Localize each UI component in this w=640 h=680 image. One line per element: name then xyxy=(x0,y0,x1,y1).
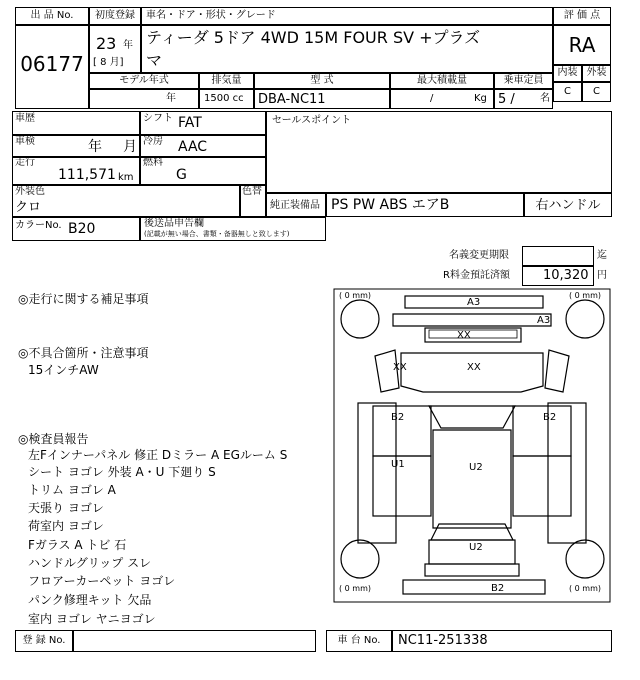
equipment-label: 純正装備品 xyxy=(270,200,320,211)
driving-notes-title: ◎走行に関する補足事項 xyxy=(18,292,149,306)
rear-window xyxy=(431,524,513,540)
model-year-label: モデル年式 xyxy=(119,75,169,86)
color-no: B20 xyxy=(68,221,96,237)
damage-mark: A3 xyxy=(537,315,551,326)
shift-label: シフト xyxy=(143,113,173,124)
inspector-line: パンク修理キット 欠品 xyxy=(28,593,152,607)
car-name-line1: ティーダ 5ドア 4WD 15M FOUR SV +プラズ xyxy=(146,28,481,47)
exterior-label: 外装 xyxy=(586,67,607,78)
inspection-label: 車検 xyxy=(15,136,35,147)
wheel-rear-right xyxy=(566,540,604,578)
reg-year-unit: 年 xyxy=(123,40,133,51)
reg-month: [ 8 月] xyxy=(93,57,124,68)
car-damage-diagram xyxy=(333,288,611,628)
max-load: / xyxy=(430,93,434,104)
damage-mark: B2 xyxy=(543,412,557,423)
recycle-label: R料金預託済額 xyxy=(443,270,510,281)
exterior-color-cell xyxy=(12,185,240,217)
inspector-title: ◎検査員報告 xyxy=(18,432,89,446)
displacement: 1500 cc xyxy=(204,93,244,104)
model-year-cell xyxy=(89,89,199,109)
windshield xyxy=(429,406,515,428)
damage-mark: B2 xyxy=(491,583,505,594)
recycle-unit: 円 xyxy=(597,270,607,281)
exterior-grade: C xyxy=(593,86,600,97)
wheel-rear-left xyxy=(341,540,379,578)
damage-mark: B2 xyxy=(391,412,405,423)
exterior-color: クロ xyxy=(15,200,42,215)
register-value-cell xyxy=(73,630,316,652)
max-load-label: 最大積載量 xyxy=(417,75,467,86)
wheel-front-right xyxy=(566,300,604,338)
model-year-unit: 年 xyxy=(166,93,176,104)
score-value: RA xyxy=(568,33,596,57)
shift-value: FAT xyxy=(178,115,202,131)
damage-mark: A3 xyxy=(467,297,481,308)
inspection-year: 年 xyxy=(88,139,102,155)
wheel-label: ( 0 mm) xyxy=(569,584,602,593)
register-label: 登 録 No. xyxy=(22,635,66,646)
wheel-label: ( 0 mm) xyxy=(569,291,602,300)
interior-grade: C xyxy=(564,86,571,97)
inspector-line: シート ヨゴレ 外装 A・U 下廻り S xyxy=(28,465,216,479)
front-section xyxy=(393,314,551,326)
roof xyxy=(433,430,511,528)
max-load-unit: Kg xyxy=(474,93,487,104)
post-doc-label: 後送品申告欄 xyxy=(144,218,204,229)
name-change-unit: 迄 xyxy=(597,250,607,261)
inspector-line: 天張り ヨゴレ xyxy=(28,501,104,515)
color-no-label: カラーNo. xyxy=(15,220,62,231)
inspector-line: 室内 ヨゴレ ヤニヨゴレ xyxy=(28,612,156,626)
inspector-line: 左Fインナーパネル 修正 Dミラー A EGルーム S xyxy=(28,448,288,462)
mileage-value: 111,571 xyxy=(58,167,116,183)
type-label: 型 式 xyxy=(310,75,334,86)
interior-label: 内装 xyxy=(557,67,578,78)
defects-title: ◎不具合箇所・注意事項 xyxy=(18,346,149,360)
inspection-month: 月 xyxy=(123,139,137,155)
post-doc-note: (記載が無い場合、書類・备器無しと致します) xyxy=(144,230,290,238)
score-label: 評 価 点 xyxy=(563,10,601,21)
fuel-value: G xyxy=(176,167,187,183)
inspector-line: 荷室内 ヨゴレ xyxy=(28,519,104,533)
defects-line: 15インチAW xyxy=(28,363,99,377)
front-right-fender xyxy=(545,350,569,392)
chassis-value: NC11-251338 xyxy=(398,633,488,648)
inspector-line: Fガラス A トビ 石 xyxy=(28,538,127,552)
mileage-label: 走行 xyxy=(15,157,35,168)
wheel-label: ( 0 mm) xyxy=(339,584,372,593)
wheel-front-left xyxy=(341,300,379,338)
rear-bumper xyxy=(403,580,545,594)
ac-value: AAC xyxy=(178,139,208,155)
reg-year: 23 xyxy=(96,34,117,53)
body-right xyxy=(548,403,586,543)
damage-mark: XX xyxy=(457,330,471,341)
chassis-label: 車 台 No. xyxy=(337,635,381,646)
reg-year-label: 初度登録 xyxy=(95,10,135,21)
name-label: 車名・ドア・形状・グレード xyxy=(146,10,276,21)
recycle-amount: 10,320 xyxy=(543,268,589,283)
sales-point-label: セールスポイント xyxy=(272,115,352,126)
car-name-line2: マ xyxy=(146,51,163,70)
inspector-line: フロアーカーペット ヨゴレ xyxy=(28,574,176,588)
handle-value: 右ハンドル xyxy=(535,198,601,213)
inspector-line: トリム ヨゴレ A xyxy=(28,483,116,497)
lot-label: 出 品 No. xyxy=(30,10,74,21)
ac-label: 冷房 xyxy=(143,136,163,147)
rear-bumper-inner xyxy=(425,564,519,576)
exterior-color-label: 外装色 xyxy=(15,186,45,197)
front-panel-small xyxy=(429,330,517,338)
body-right-door-front xyxy=(513,406,571,456)
history-label: 車歴 xyxy=(15,113,35,124)
damage-mark: XX xyxy=(467,362,481,373)
fuel-label: 燃料 xyxy=(143,157,163,168)
damage-mark: U2 xyxy=(469,542,483,553)
name-change-label: 名義変更期限 xyxy=(449,250,509,261)
name-change-box xyxy=(522,246,594,266)
equipment-value: PS PW ABS エアB xyxy=(331,197,450,213)
mileage-unit: km xyxy=(118,172,134,183)
capacity-label: 乗車定員 xyxy=(503,75,544,86)
type-value: DBA-NC11 xyxy=(258,92,326,107)
wheel-label: ( 0 mm) xyxy=(339,291,372,300)
body-left xyxy=(358,403,396,543)
capacity: 5 / xyxy=(498,92,515,107)
inspector-line: ハンドルグリップ スレ xyxy=(28,556,152,570)
lot-number: 06177 xyxy=(20,52,84,76)
damage-mark: U1 xyxy=(391,459,405,470)
body-right-door-rear xyxy=(513,456,571,516)
displacement-label: 排気量 xyxy=(211,75,242,86)
damage-mark: XX xyxy=(393,362,407,373)
color-change-label: 色替 xyxy=(242,186,262,197)
capacity-unit: 名 xyxy=(540,93,550,104)
damage-mark: U2 xyxy=(469,462,483,473)
